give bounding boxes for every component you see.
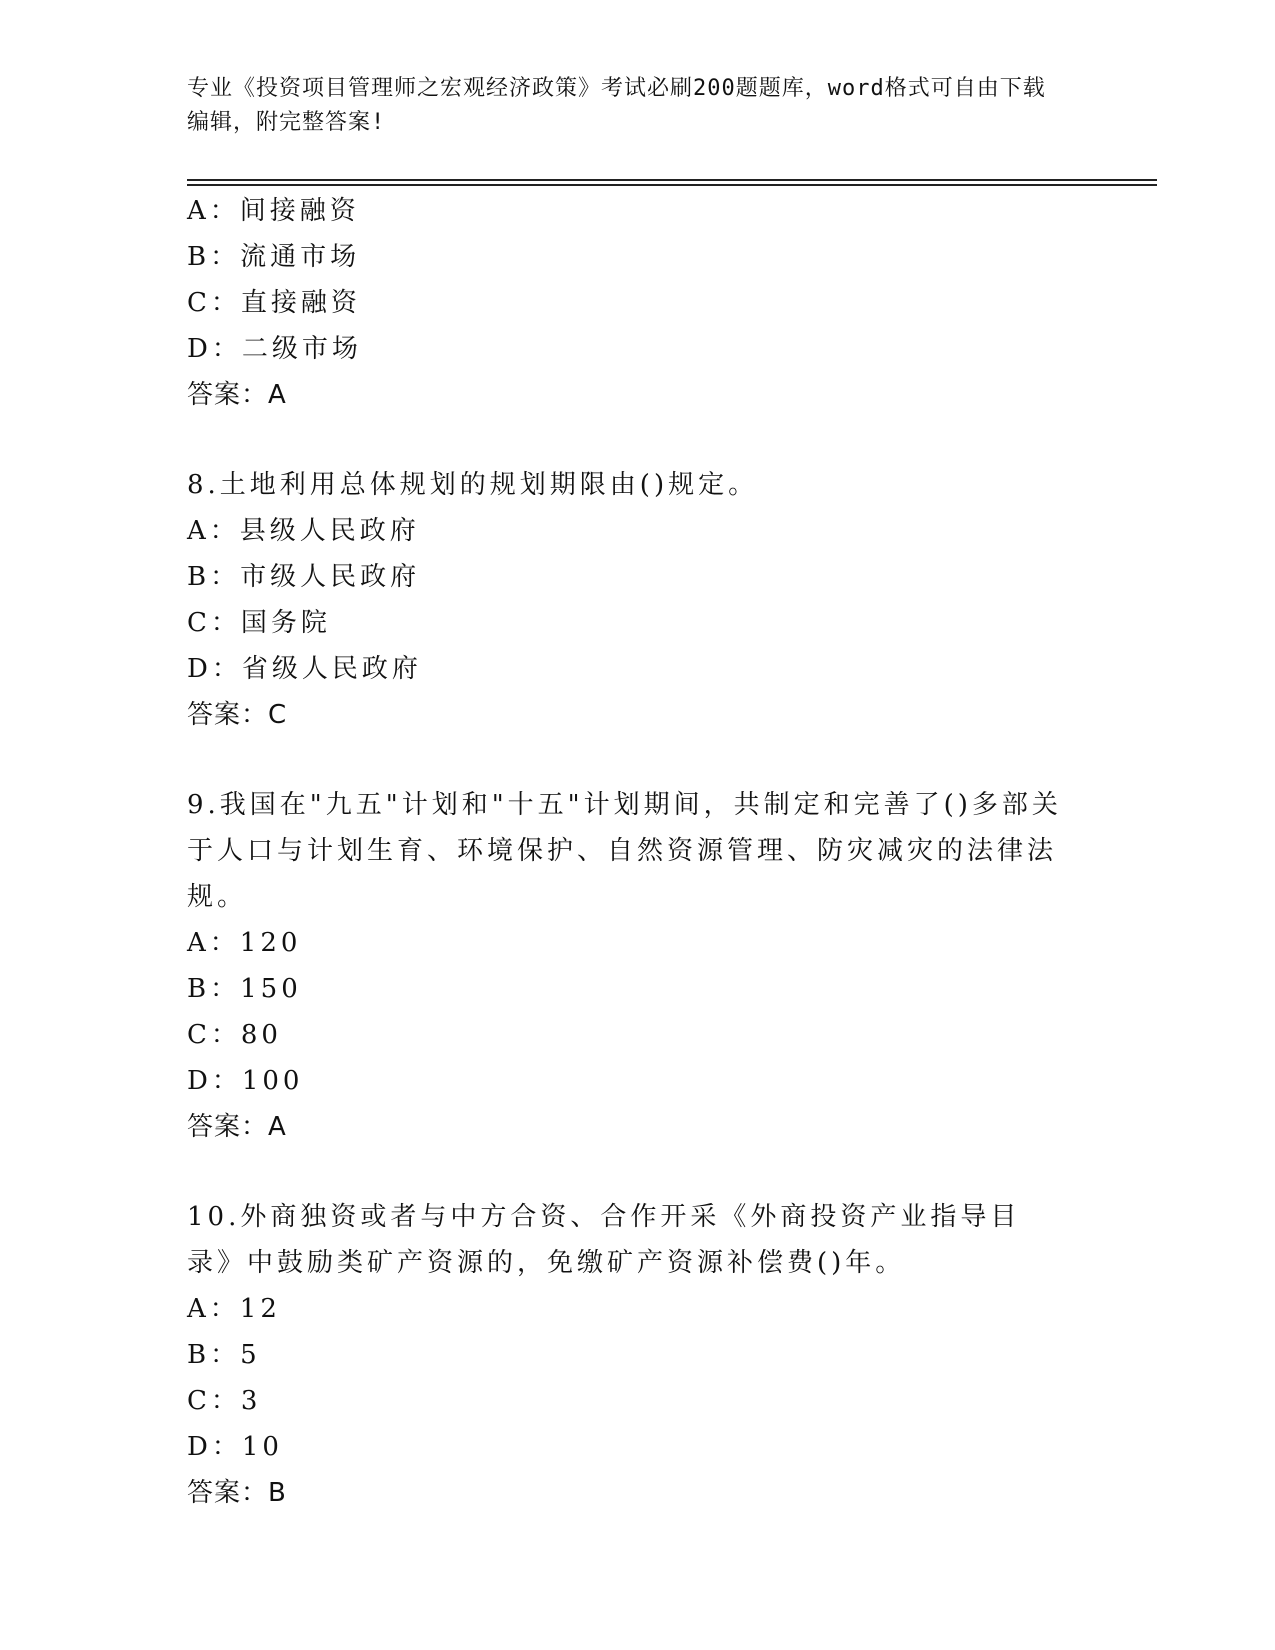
question-text: 9.我国在"九五"计划和"十五"计划期间，共制定和完善了()多部关于人口与计划生育、环境保护、自然资源管理、防灾减灾的法律法规。	[187, 790, 1062, 912]
spacer	[187, 738, 1067, 782]
option-a: A：120	[187, 928, 302, 958]
question-block-9	[187, 782, 1067, 1150]
question-block-prev	[187, 188, 1067, 418]
question-list	[187, 188, 1067, 1516]
option-d: D：100	[187, 1066, 304, 1096]
option-d: D：二级市场	[187, 334, 362, 364]
question-text: 10.外商独资或者与中方合资、合作开采《外商投资产业指导目录》中鼓励类矿产资源的，免缴矿产资源补偿费()年。	[187, 1202, 1021, 1278]
option-b: B：市级人民政府	[187, 562, 421, 592]
answer-line: 答案：A	[187, 380, 287, 410]
option-c: C：80	[187, 1020, 282, 1050]
option-d: D：10	[187, 1432, 283, 1462]
option-c: C：国务院	[187, 608, 331, 638]
question-text: 8.土地利用总体规划的规划期限由()规定。	[187, 470, 759, 500]
spacer	[187, 1150, 1067, 1194]
answer-line: 答案：B	[187, 1478, 287, 1508]
document-header: 专业《投资项目管理师之宏观经济政策》考试必刷200题题库，word格式可自由下载编辑，附完整答案!	[187, 76, 1046, 135]
header-rule-top	[187, 179, 1157, 181]
spacer	[187, 418, 1067, 462]
option-a: A：12	[187, 1294, 281, 1324]
option-a: A：县级人民政府	[187, 516, 420, 546]
option-b: B：150	[187, 974, 302, 1004]
answer-line: 答案：A	[187, 1112, 287, 1142]
question-block-10	[187, 1194, 1067, 1516]
question-block-8	[187, 462, 1067, 738]
option-c: C：3	[187, 1386, 262, 1416]
option-b: B：流通市场	[187, 242, 361, 272]
option-d: D：省级人民政府	[187, 654, 422, 684]
option-c: C：直接融资	[187, 288, 361, 318]
answer-line: 答案：C	[187, 700, 288, 730]
header-rule-bottom	[187, 184, 1157, 186]
option-b: B：5	[187, 1340, 261, 1370]
option-a: A：间接融资	[187, 196, 360, 226]
